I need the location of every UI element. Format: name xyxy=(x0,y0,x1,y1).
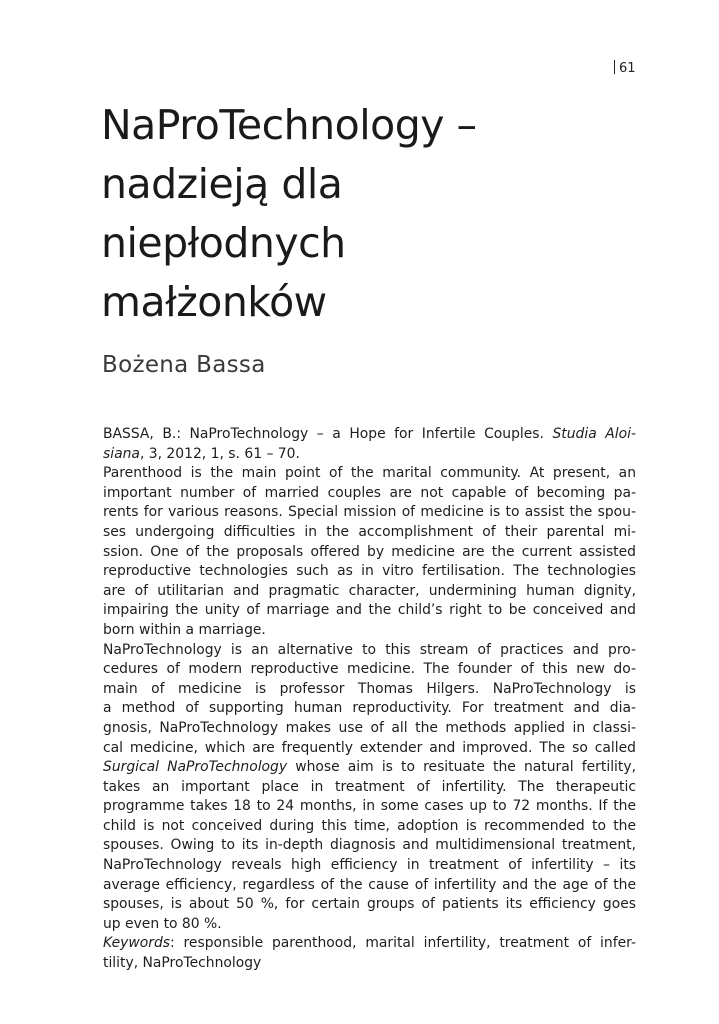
text-line: gnosis, NaProTechnology makes use of all the methods applied in classi- xyxy=(103,719,636,736)
abstract xyxy=(103,425,636,974)
keywords-line: tility, NaProTechnology xyxy=(103,955,262,972)
text-line: born within a marriage. xyxy=(103,621,266,638)
text-line: cedures of modern reproductive medicine. The founder of this new do- xyxy=(103,661,636,678)
text-line: impairing the unity of marriage and the child’s right to be conceived and xyxy=(103,602,636,619)
text-line: reproductive technologies such as in vitro fertilisation. The technologies xyxy=(103,563,636,580)
page-number-rule xyxy=(614,60,615,74)
text-line: ssion. One of the proposals offered by medicine are the current assisted xyxy=(103,543,636,560)
title-line: niepłodnych xyxy=(101,219,346,267)
text-line: a method of supporting human reproductivity. For treatment and dia- xyxy=(103,700,636,717)
text-line: average efficiency, regardless of the cause of infertility and the age of the xyxy=(103,876,636,893)
text-line: Parenthood is the main point of the marital community. At present, an xyxy=(103,465,636,482)
page-number-value: 61 xyxy=(619,61,636,76)
text-line: spouses. Owing to its in-depth diagnosis and multidimensional treatment, xyxy=(103,837,636,854)
text-line: NaProTechnology reveals high efficiency in treatment of infertility – its xyxy=(103,857,636,874)
surgical-term: Surgical NaProTechnology xyxy=(103,759,288,776)
title-line: nadzieją dla xyxy=(101,160,343,208)
journal-name: siana xyxy=(103,445,140,462)
citation-line: siana, 3, 2012, 1, s. 61 – 70. xyxy=(103,445,300,462)
text-line: programme takes 18 to 24 months, in some cases up to 72 months. If the xyxy=(103,798,636,815)
citation-line: BASSA, B.: NaProTechnology – a Hope for Infertile Couples. Studia Aloi- xyxy=(103,426,637,442)
page-number xyxy=(614,60,636,76)
text-line: Surgical NaProTechnology whose aim is to resituate the natural fertility, xyxy=(103,759,637,776)
text-line: child is not conceived during this time, adoption is recommended to the xyxy=(103,817,636,834)
title-line: NaProTechnology – xyxy=(101,101,477,149)
text-line: rents for various reasons. Special mission of medicine is to assist the spou- xyxy=(103,504,636,521)
text-line: spouses, is about 50 %, for certain groups of patients its efficiency goes xyxy=(103,896,636,913)
text-line: takes an important place in treatment of infertility. The therapeutic xyxy=(103,778,636,795)
article-title xyxy=(101,96,661,332)
text-line: NaProTechnology is an alternative to this stream of practices and pro- xyxy=(103,641,636,658)
text-line: cal medicine, which are frequently extender and improved. The so called xyxy=(103,739,636,756)
journal-name: Studia Aloi- xyxy=(552,426,637,442)
text-line: are of utilitarian and pragmatic character, undermining human dignity, xyxy=(103,582,636,599)
text-line: main of medicine is professor Thomas Hilgers. NaProTechnology is xyxy=(103,680,636,697)
text-line: up even to 80 %. xyxy=(103,915,222,932)
keywords-line: Keywords: responsible parenthood, marital infertility, treatment of infer- xyxy=(103,935,636,952)
text-line: important number of married couples are not capable of becoming pa- xyxy=(103,484,636,501)
keywords-label: Keywords xyxy=(103,935,171,952)
author-name: Bożena Bassa xyxy=(102,352,266,378)
title-line: małżonków xyxy=(101,278,327,326)
text-line: ses undergoing difficulties in the accomplishment of their parental mi- xyxy=(103,523,636,540)
